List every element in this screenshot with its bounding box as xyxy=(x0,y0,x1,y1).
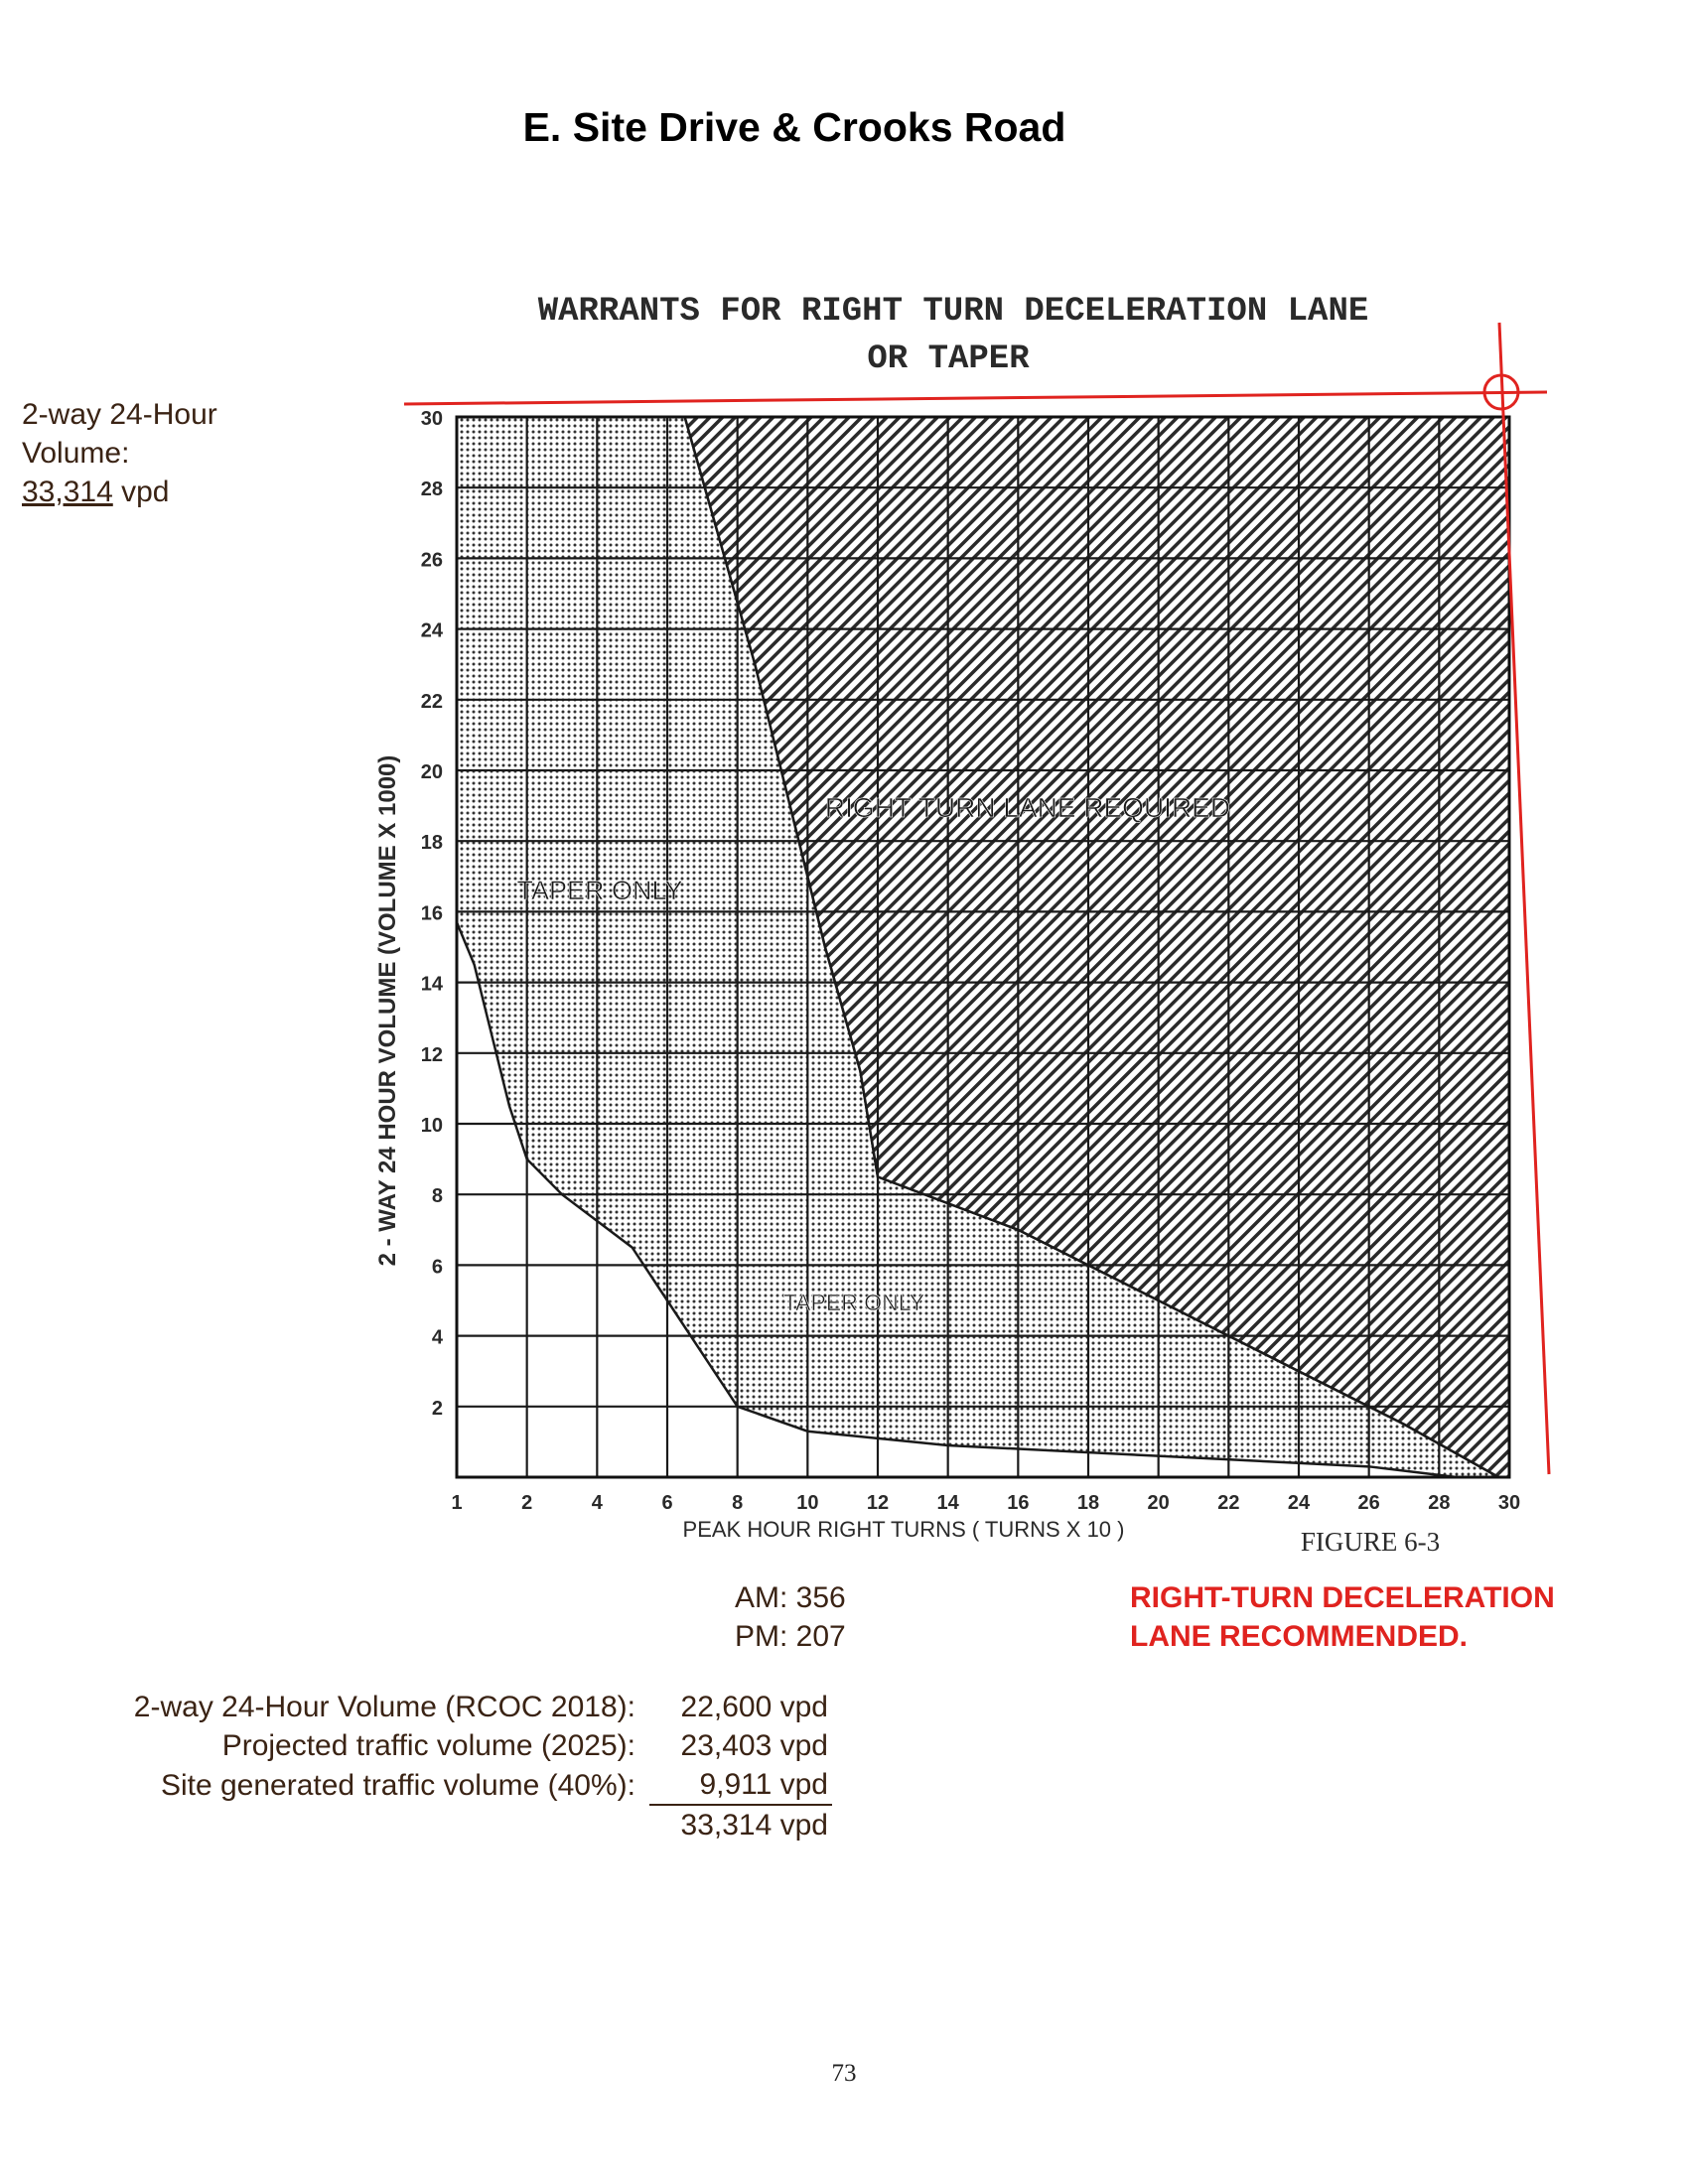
x-tick-label: 24 xyxy=(1287,1492,1311,1514)
x-axis-label: PEAK HOUR RIGHT TURNS ( TURNS X 10 ) xyxy=(682,1517,1125,1542)
x-tick-label: 6 xyxy=(661,1492,673,1514)
page-title: E. Site Drive & Crooks Road xyxy=(522,104,1066,150)
calc-label: Site generated traffic volume (40%): xyxy=(160,1768,635,1802)
x-tick-labels xyxy=(451,1492,1520,1514)
y-tick-label: 2 xyxy=(431,1397,443,1420)
calc-row-total xyxy=(30,1805,832,1844)
figure-title-line2: OR TAPER xyxy=(867,341,1030,378)
y-tick-label: 8 xyxy=(431,1185,443,1208)
volume-note-line1: 2-way 24-Hour xyxy=(22,398,217,431)
calc-row-rcoc xyxy=(30,1688,832,1726)
y-tick-label: 24 xyxy=(420,619,443,642)
calc-row-site-generated xyxy=(30,1765,832,1805)
y-tick-label: 10 xyxy=(420,1115,443,1137)
volume-note-unit: vpd xyxy=(112,476,170,508)
x-tick-label: 16 xyxy=(1007,1492,1030,1514)
x-tick-label: 10 xyxy=(796,1492,819,1514)
peak-hour-am: AM: 356 xyxy=(735,1581,846,1614)
y-tick-label: 26 xyxy=(420,549,443,572)
x-tick-label: 28 xyxy=(1428,1492,1451,1514)
y-tick-label: 12 xyxy=(420,1043,443,1066)
x-tick-label: 26 xyxy=(1357,1492,1380,1514)
y-tick-label: 16 xyxy=(420,902,443,925)
peak-hour-pm: PM: 207 xyxy=(735,1620,846,1653)
y-tick-label: 14 xyxy=(420,973,443,996)
y-tick-label: 4 xyxy=(431,1326,443,1349)
calc-value: 9,911 vpd xyxy=(649,1765,832,1805)
y-tick-label: 30 xyxy=(420,408,443,430)
page-number: 73 xyxy=(831,2060,857,2087)
volume-note-line2: Volume: xyxy=(22,437,130,470)
x-tick-label: 12 xyxy=(866,1492,890,1514)
y-tick-labels xyxy=(421,408,444,1420)
volume-calculation xyxy=(30,1688,832,1844)
peak-hour-volumes xyxy=(735,1578,846,1656)
calc-label: Projected traffic volume (2025): xyxy=(221,1729,635,1762)
region-label-required: RIGHT TURN LANE REQUIRED xyxy=(824,792,1231,823)
x-tick-label: 22 xyxy=(1217,1492,1240,1514)
y-tick-label: 6 xyxy=(431,1256,443,1279)
figure-title-line1: WARRANTS FOR RIGHT TURN DECELERATION LANE xyxy=(537,293,1369,331)
calc-row-projected xyxy=(30,1726,832,1765)
recommendation-line1: RIGHT-TURN DECELERATION xyxy=(1130,1581,1555,1614)
x-tick-label: 8 xyxy=(732,1492,744,1514)
y-axis-label: 2 - WAY 24 HOUR VOLUME (VOLUME X 1000) xyxy=(374,754,401,1267)
calc-value: 22,600 vpd xyxy=(680,1691,828,1723)
volume-calculation-table xyxy=(30,1688,832,1844)
y-tick-label: 22 xyxy=(420,690,443,713)
calc-total: 33,314 vpd xyxy=(680,1809,828,1842)
figure-label: FIGURE 6-3 xyxy=(1300,1527,1441,1557)
red-horizontal-line xyxy=(404,392,1547,404)
x-tick-label: 18 xyxy=(1076,1492,1100,1514)
recommendation-line2: LANE RECOMMENDED. xyxy=(1130,1620,1469,1653)
recommendation-note xyxy=(1130,1578,1555,1656)
calc-value: 23,403 vpd xyxy=(680,1729,828,1762)
volume-note-value: 33,314 xyxy=(22,476,113,508)
region-label-taper-upper: TAPER ONLY xyxy=(516,876,683,905)
y-tick-label: 18 xyxy=(420,832,443,855)
x-tick-label: 1 xyxy=(451,1492,463,1514)
y-tick-label: 20 xyxy=(420,761,443,783)
calc-label: 2-way 24-Hour Volume (RCOC 2018): xyxy=(133,1691,635,1723)
x-tick-label: 4 xyxy=(591,1492,603,1514)
x-tick-label: 14 xyxy=(936,1492,959,1514)
x-tick-label: 2 xyxy=(521,1492,533,1514)
x-tick-label: 30 xyxy=(1497,1492,1521,1514)
region-label-taper-lower: TAPER ONLY xyxy=(782,1290,925,1315)
y-tick-label: 28 xyxy=(420,478,443,501)
x-tick-label: 20 xyxy=(1147,1492,1170,1514)
